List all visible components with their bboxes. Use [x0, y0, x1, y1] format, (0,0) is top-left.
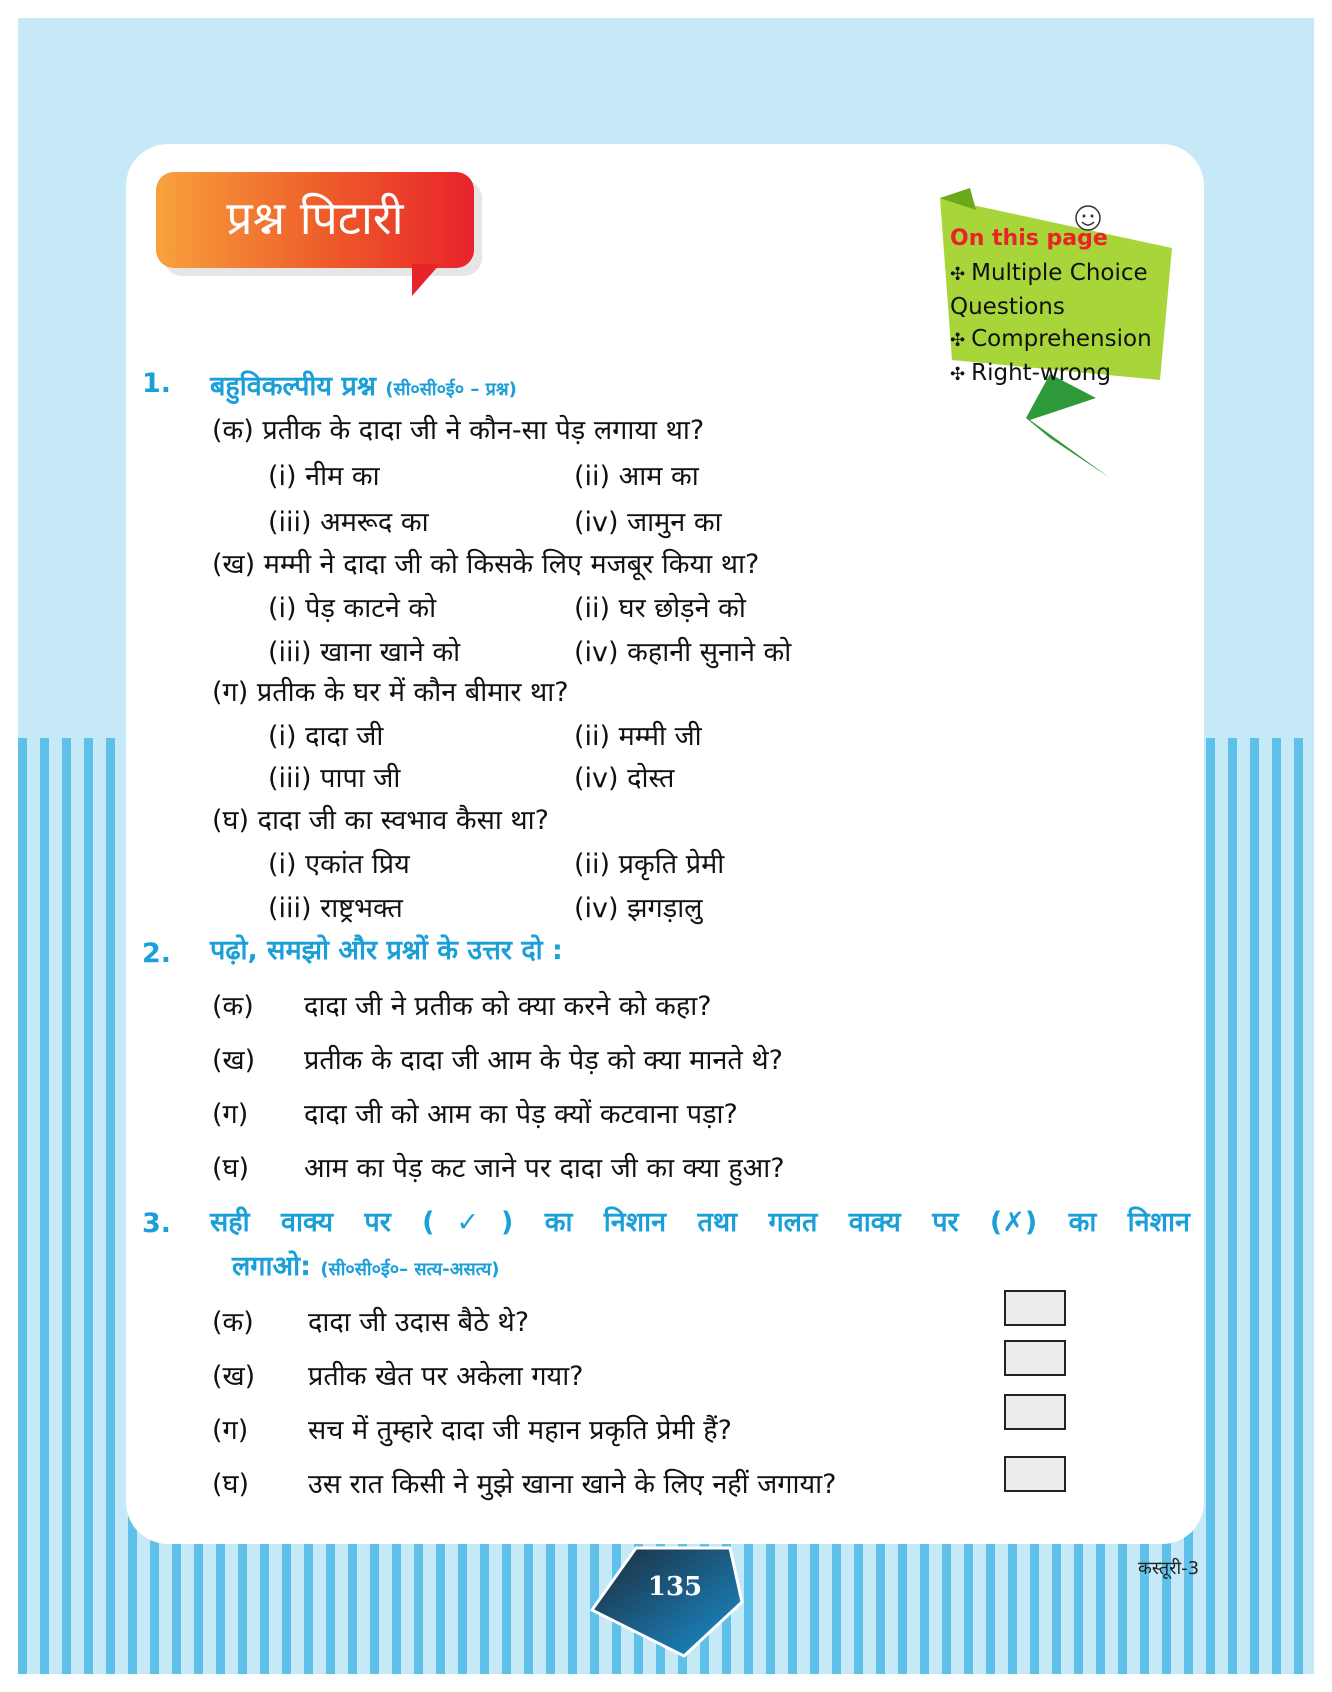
mcq-option: (i) एकांत प्रिय: [268, 849, 410, 880]
mcq-option: (iii) अमरूद का: [268, 507, 429, 538]
mcq-question: (ग) प्रतीक के घर में कौन बीमार था?: [212, 677, 569, 708]
mcq-option: (iii) राष्ट्रभक्त: [268, 893, 403, 924]
mcq-option: (iv) दोस्त: [574, 763, 675, 794]
mcq-option: (iii) खाना खाने को: [268, 637, 461, 668]
bullet-icon: ✣: [950, 330, 966, 351]
title-box: [156, 172, 474, 268]
speech-tail: [412, 264, 440, 296]
statement-text: दादा जी उदास बैठे थे?: [308, 1307, 530, 1338]
question-text: दादा जी को आम का पेड़ क्यों कटवाना पड़ा?: [304, 1099, 738, 1130]
mcq-question: (क) प्रतीक के दादा जी ने कौन-सा पेड़ लगाया था?: [212, 415, 705, 446]
question-number: 1.: [142, 368, 172, 399]
statement-text: सच में तुम्हारे दादा जी महान प्रकृति प्रेमी हैं?: [308, 1415, 732, 1446]
statement-text: प्रतीक खेत पर अकेला गया?: [308, 1361, 584, 1392]
statement-label: (ग): [212, 1415, 249, 1446]
answer-box[interactable]: [1004, 1456, 1066, 1492]
on-this-page-box: [950, 226, 1180, 391]
question-label: (घ): [212, 1153, 250, 1184]
statement-label: (ख): [212, 1361, 256, 1392]
answer-box[interactable]: [1004, 1394, 1066, 1430]
question-number: 3.: [142, 1208, 172, 1239]
title-banner: [156, 172, 478, 272]
statement-label: (घ): [212, 1469, 250, 1500]
mcq-option: (ii) घर छोड़ने को: [574, 593, 746, 624]
question-heading-continued: लगाओ: (सी०सी०ई०– सत्य-असत्य): [232, 1251, 500, 1282]
question-heading: बहुविकल्पीय प्रश्न (सी०सी०ई० – प्रश्न): [210, 371, 517, 402]
mcq-option: (i) दादा जी: [268, 721, 384, 752]
question-text: प्रतीक के दादा जी आम के पेड़ को क्या मानते थे?: [304, 1045, 783, 1076]
question-number: 2.: [142, 938, 172, 969]
statement-label: (क): [212, 1307, 254, 1338]
question-heading: पढ़ो, समझो और प्रश्नों के उत्तर दो :: [210, 935, 563, 966]
answer-box[interactable]: [1004, 1340, 1066, 1376]
statement-text: उस रात किसी ने मुझे खाना खाने के लिए नहीं जगाया?: [308, 1469, 837, 1500]
mcq-option: (iv) जामुन का: [574, 507, 722, 538]
mcq-option: (ii) मम्मी जी: [574, 721, 702, 752]
mcq-question: (घ) दादा जी का स्वभाव कैसा था?: [212, 805, 549, 836]
mcq-question: (ख) मम्मी ने दादा जी को किसके लिए मजबूर किया था?: [212, 549, 760, 580]
on-this-page-heading: On this page: [950, 226, 1108, 251]
question-heading: सही वाक्य पर (✓) का निशान तथा गलत वाक्य पर (✗) का निशान: [210, 1207, 1190, 1238]
question-label: (क): [212, 991, 254, 1022]
mcq-option: (iv) झगड़ालु: [574, 893, 703, 924]
bullet-icon: ✣: [950, 264, 966, 285]
bullet-icon: ✣: [950, 364, 966, 385]
page-number: 135: [647, 1572, 703, 1602]
topic-item: ✣ Multiple Choice Questions: [950, 260, 1148, 320]
mcq-option: (iv) कहानी सुनाने को: [574, 637, 792, 668]
page-title: प्रश्न पिटारी: [226, 191, 404, 245]
book-name: कस्तूरी-3: [1138, 1558, 1200, 1579]
question-label: (ग): [212, 1099, 249, 1130]
topic-item: ✣ Right-wrong: [950, 360, 1111, 386]
mcq-option: (ii) प्रकृति प्रेमी: [574, 849, 725, 880]
answer-box[interactable]: [1004, 1290, 1066, 1326]
mcq-option: (ii) आम का: [574, 461, 699, 492]
topic-item: ✣ Comprehension: [950, 326, 1152, 352]
mcq-option: (i) पेड़ काटने को: [268, 593, 437, 624]
question-label: (ख): [212, 1045, 256, 1076]
question-text: दादा जी ने प्रतीक को क्या करने को कहा?: [304, 991, 712, 1022]
question-text: आम का पेड़ कट जाने पर दादा जी का क्या हुआ?: [304, 1153, 785, 1184]
mcq-option: (iii) पापा जी: [268, 763, 401, 794]
mcq-option: (i) नीम का: [268, 461, 380, 492]
page-number-badge: [590, 1544, 750, 1664]
